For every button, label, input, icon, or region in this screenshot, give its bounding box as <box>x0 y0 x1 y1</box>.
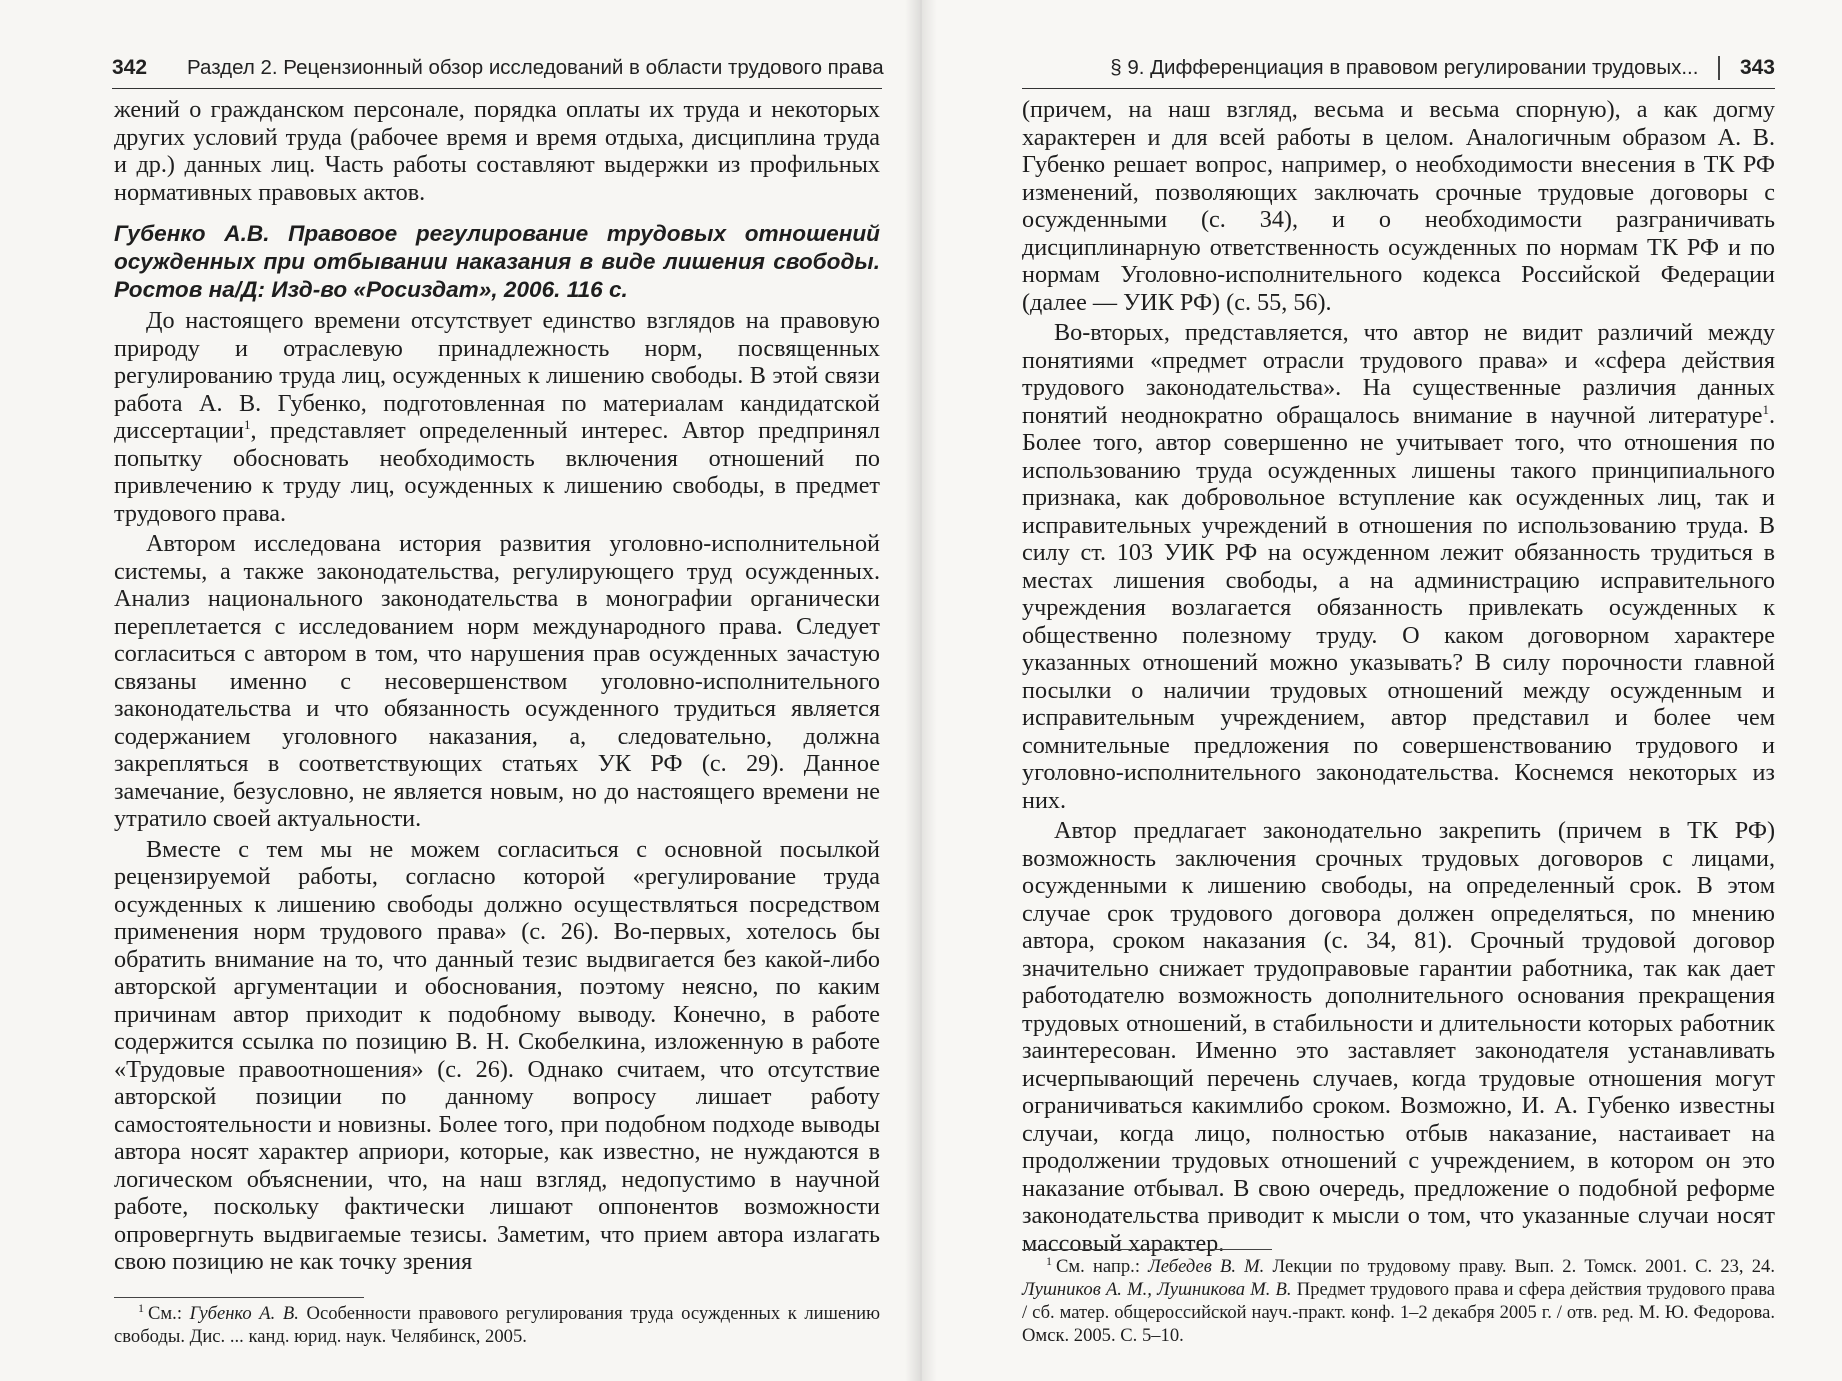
footnote-text: Особенности правового регулирования труда осужденных к лишению свободы. Дис. ... канд. юрид. наук. Челябинск, 2005. <box>114 1303 880 1347</box>
footnote-author-1: Лебедев В. М. <box>1148 1256 1265 1277</box>
paragraph-second-text-b: . Более того, автор совершенно не учитывает того, что отношения по использованию труда осужденных лишены такого принципиального признака, как добровольное вступление как осужденных лиц, так и исправительных учреждений в отношения по использованию труда. В силу ст. 103 УИК РФ на осужденном лежит обязанность трудиться в местах лишения свободы, а на администрацию исправительного учреждения возлагается обязанность привлекать осужденных к общественно полезному труду. О каком договорном характере указанных отношений можно указывать? В силу порочности главной посылки о наличии трудовых отношений между осужденным и исправительным учреждением, автор представил и более чем сомнительные предложения по совершенствованию трудового и уголовно-исполнительного законодательства. Коснемся некоторых из них. <box>1022 401 1775 814</box>
footnote-reference-mark[interactable]: 1 <box>1762 401 1769 417</box>
right-body-text <box>1022 96 1775 1257</box>
left-body-text <box>114 96 880 1276</box>
paragraph-critique: Вместе с тем мы не можем согласиться с основной посылкой рецензируемой работы, согласно которой «регулирование труда осужденных к лишению свободы должно осуществляться посредством применения норм трудового права» (с. 26). Во-первых, хотелось бы обратить внимание на то, что данный тезис выдвигается без какой-либо авторской аргументации и обоснования, поэтому неясно, по каким причинам автор приходит к подобному выводу. Конечно, в работе содержится ссылка по позицию В. Н. Скобелкина, изложенную в работе «Трудовые правоотношения» (с. 26). Однако считаем, что отсутствие авторской позиции по данному вопросу лишает работу самостоятельности и новизны. Более того, при подобном подходе выводы автора носят характер априори, которые, как известно, не нуждаются в логическом объяснении, что, на наш взгляд, недопустимо в научной работе, поскольку фактически лишают оппонентов возможности опровергнуть выдвигаемые тезисы. Заметим, что прием автора излагать свою позицию не как точку зрения <box>114 835 880 1275</box>
paragraph-intro-text-b: , представляет определенный интерес. Автор предпринял попытку обосновать необходимость включения отношений по привлечению к труду лиц, осужденных к лишению свободы, в предмет трудового права. <box>114 417 880 527</box>
footnote-author: Губенко А. В. <box>189 1303 299 1324</box>
book-reference-heading: Губенко А.В. Правовое регулирование трудовых отношений осужденных при отбывании наказания в виде лишения свободы. Ростов на/Д: Изд-во «Росиздат», 2006. 116 с. <box>114 221 880 302</box>
page-number-left: 342 <box>112 56 148 79</box>
footnote-left <box>114 1302 880 1348</box>
continuation-paragraph: жений о гражданском персонале, порядка оплаты их труда и некоторых других условий труда (рабочее время и время отдыха, дисциплина труда и др.) данных лиц. Часть работы составляют выдержки из профильных нормативных правовых актов. <box>114 96 880 206</box>
running-head-left: Раздел 2. Рецензионный обзор исследований в области трудового права <box>187 56 884 79</box>
footnote-mark: 1 <box>138 1300 144 1315</box>
footnote-reference-mark[interactable]: 1 <box>243 416 251 432</box>
footnote-text-2: Предмет трудового права и сфера действия трудового права / сб. матер. общероссийской науч.-практ. конф. 1–2 декабря 2005 г. / отв. ред. М. Ю. Федорова. Омск. 2005. С. 5–10. <box>1022 1279 1776 1346</box>
paragraph-second-text-a: Во-вторых, представляется, что автор не видит различий между понятиями «предмет отрасли трудового права» и «сфера действия трудового законодательства». На существенные различия данных понятий неоднократно обращалось внимание в научной литературе <box>1022 319 1775 429</box>
left-running-header <box>112 48 882 89</box>
right-page <box>921 0 1842 1381</box>
footnote-divider <box>1022 1249 1272 1250</box>
paragraph-intro-text-a: До настоящего времени отсутствует единство взглядов на правовую природу и отраслевую принадлежность норм, посвященных регулированию труда лиц, осужденных к лишению свободы. В этой связи работа А. В. Губенко, подготовленная по материалам кандидатской диссертации <box>114 307 880 444</box>
footnote-text-1: Лекции по трудовому праву. Вып. 2. Томск. 2001. С. 23, 24. <box>1272 1256 1775 1277</box>
paragraph-history: Автором исследована история развития уголовно-исполнительной системы, а также законодательства, регулирующего труд осужденных. Анализ национального законодательства в монографии органически переплетается с исследованием норм международного права. Следует согласиться с автором в том, что нарушения прав осужденных зачастую связаны именно с несовершенством уголовно-исполнительного законодательства и что обязанность осужденного трудиться является содержанием уголовного наказания, а, следовательно, должна закрепляться в соответствующих статьях УК РФ (с. 29). Данное замечание, безусловно, не является новым, но до настоящего времени не утратило своей актуальности. <box>114 530 880 832</box>
right-running-header <box>1022 48 1775 89</box>
footnote-author-2: Лушников А. М., Лушникова М. В. <box>1022 1279 1292 1300</box>
footnote-mark: 1 <box>1046 1253 1052 1268</box>
running-head-right: § 9. Дифференциация в правовом регулировании трудовых... <box>1110 56 1699 79</box>
paragraph-intro <box>114 307 880 527</box>
paragraph-continuation-right: (причем, на наш взгляд, весьма и весьма спорную), а как догму характерен и для всей работы в целом. Аналогичным образом А. В. Губенко решает вопрос, например, о необходимости внесения в ТК РФ изменений, позволяющих заключать срочные трудовые договоры с осужденными (с. 34), и о необходимости разграничивать дисциплинарную ответственность осужденных по нормам ТК РФ и по нормам Уголовно-исполнительного кодекса Российской Федерации (далее — УИК РФ) (с. 55, 56). <box>1022 96 1775 316</box>
footnote-prefix: См.: <box>148 1303 182 1324</box>
paragraph-proposal: Автор предлагает законодательно закрепить (причем в ТК РФ) возможность заключения срочных трудовых договоров с лицами, осужденными к лишению свободы, на определенный срок. В этом случае срок трудового договора должен определяться, по мнению автора, сроком наказания (с. 34, 81). Срочный трудовой договор значительно снижает трудоправовые гарантии работника, так как дает работодателю возможность дополнительного основания прекращения трудовых отношений, в стабильности и длительности которых работник заинтересован. Именно это заставляет законодателя устанавливать исчерпывающий перечень случаев, когда трудовые отношения могут ограничиваться какимлибо сроком. Возможно, И. А. Губенко известны случаи, когда лицо, полностью отбыв наказание, настаивает на продолжении трудовых отношений с учреждением, в котором он это наказание отбывал. В свою очередь, предложение о подобной реформе законодательства приводит к мысли о том, что указанные случаи носят массовый характер. <box>1022 817 1775 1257</box>
footnote-right <box>1022 1255 1775 1347</box>
footnote-prefix: См. напр.: <box>1056 1256 1140 1277</box>
footnote-divider <box>114 1297 364 1298</box>
paragraph-second-point <box>1022 319 1775 814</box>
page-number-right: 343 <box>1739 56 1775 79</box>
header-separator <box>1718 56 1720 80</box>
